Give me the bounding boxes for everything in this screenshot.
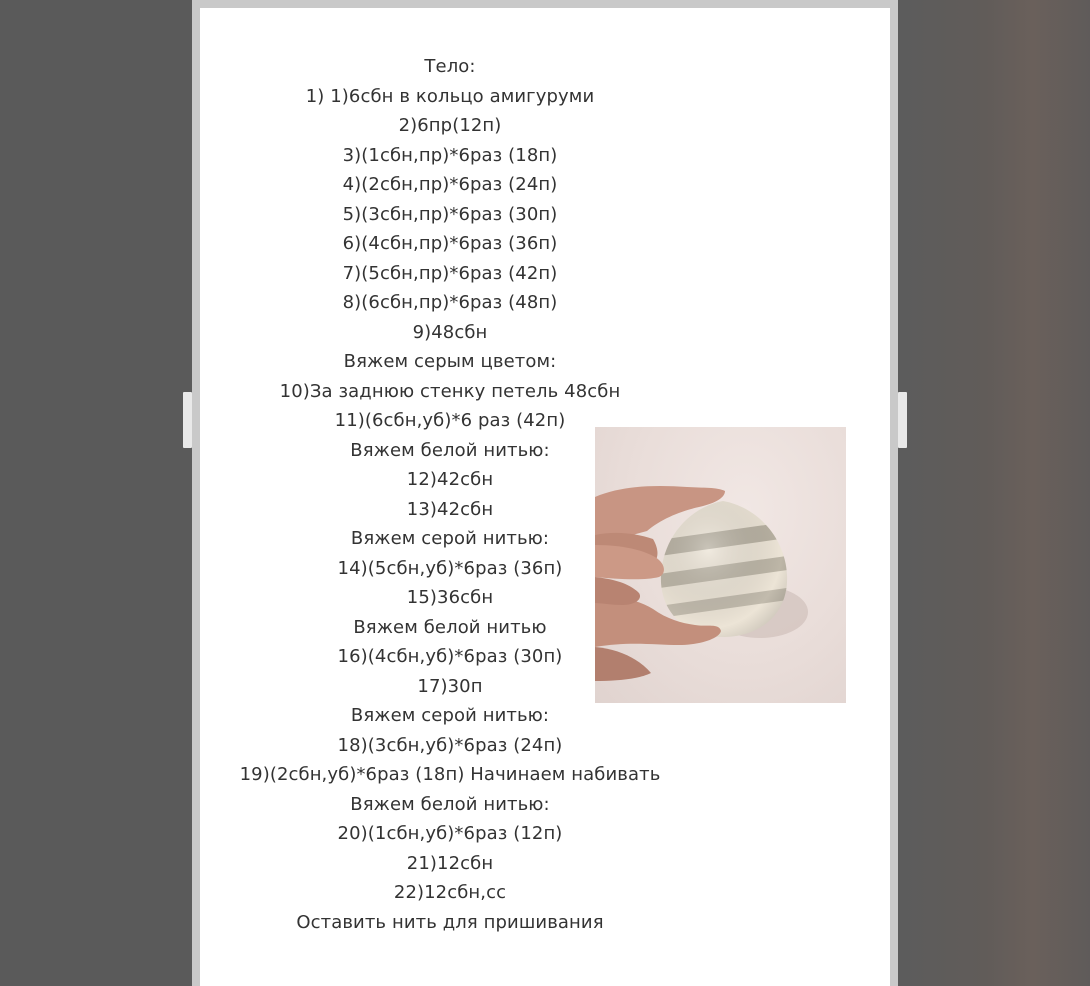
recipe-heading: Тело:	[424, 56, 476, 77]
recipe-row-7: 7)(5сбн,пр)*6раз (42п)	[342, 262, 558, 284]
recipe-row-5: 5)(3сбн,пр)*6раз (30п)	[342, 203, 558, 225]
recipe-row-12: 12)42сбн	[406, 469, 494, 490]
recipe-row-10: 10)За заднюю стенку петель 48сбн	[279, 380, 621, 402]
recipe-row-22: 22)12сбн,сс	[393, 882, 507, 903]
recipe-row-14: 14)(5сбн,уб)*6раз (36п)	[337, 557, 563, 579]
background-left	[0, 0, 190, 986]
recipe-color-note-white-1: Вяжем белой нитью:	[350, 439, 550, 461]
recipe-row-4: 4)(2сбн,пр)*6раз (24п)	[342, 174, 558, 195]
document-frame	[192, 0, 898, 986]
background-right	[900, 0, 1090, 986]
recipe-finish-note: Оставить нить для пришивания	[296, 911, 604, 933]
recipe-row-15: 15)36сбн	[406, 587, 494, 608]
recipe-color-note-white-2: Вяжем белой нитью	[353, 616, 547, 638]
side-tab-left[interactable]	[183, 392, 192, 448]
crochet-ball-photo	[595, 427, 846, 703]
recipe-row-9: 9)48сбн	[412, 321, 488, 343]
recipe-row-16: 16)(4сбн,уб)*6раз (30п)	[337, 646, 563, 667]
recipe-color-note-gray-2: Вяжем серой нитью:	[350, 528, 550, 549]
document-page[interactable]	[200, 8, 890, 986]
recipe-row-6: 6)(4сбн,пр)*6раз (36п)	[342, 233, 558, 254]
recipe-row-11: 11)(6сбн,уб)*6 раз (42п)	[334, 410, 566, 431]
recipe-row-19: 19)(2сбн,уб)*6раз (18п) Начинаем набивать	[239, 764, 661, 785]
side-tab-right[interactable]	[898, 392, 907, 448]
recipe-row-20: 20)(1сбн,уб)*6раз (12п)	[337, 823, 563, 844]
recipe-row-21: 21)12сбн	[406, 852, 494, 874]
recipe-row-3: 3)(1сбн,пр)*6раз (18п)	[342, 144, 558, 166]
recipe-row-17: 17)30п	[417, 675, 483, 697]
recipe-color-note-gray-3: Вяжем серой нитью:	[350, 705, 550, 726]
recipe-color-note-white-3: Вяжем белой нитью:	[350, 793, 550, 815]
recipe-row-1: 1) 1)6сбн в кольцо амигуруми	[305, 85, 595, 107]
recipe-row-18: 18)(3сбн,уб)*6раз (24п)	[337, 734, 563, 756]
recipe-row-13: 13)42сбн	[406, 498, 494, 520]
recipe-row-8: 8)(6сбн,пр)*6раз (48п)	[342, 292, 558, 313]
recipe-color-note-gray-1: Вяжем серым цветом:	[343, 351, 557, 372]
recipe-row-2: 2)6пр(12п)	[398, 115, 502, 136]
